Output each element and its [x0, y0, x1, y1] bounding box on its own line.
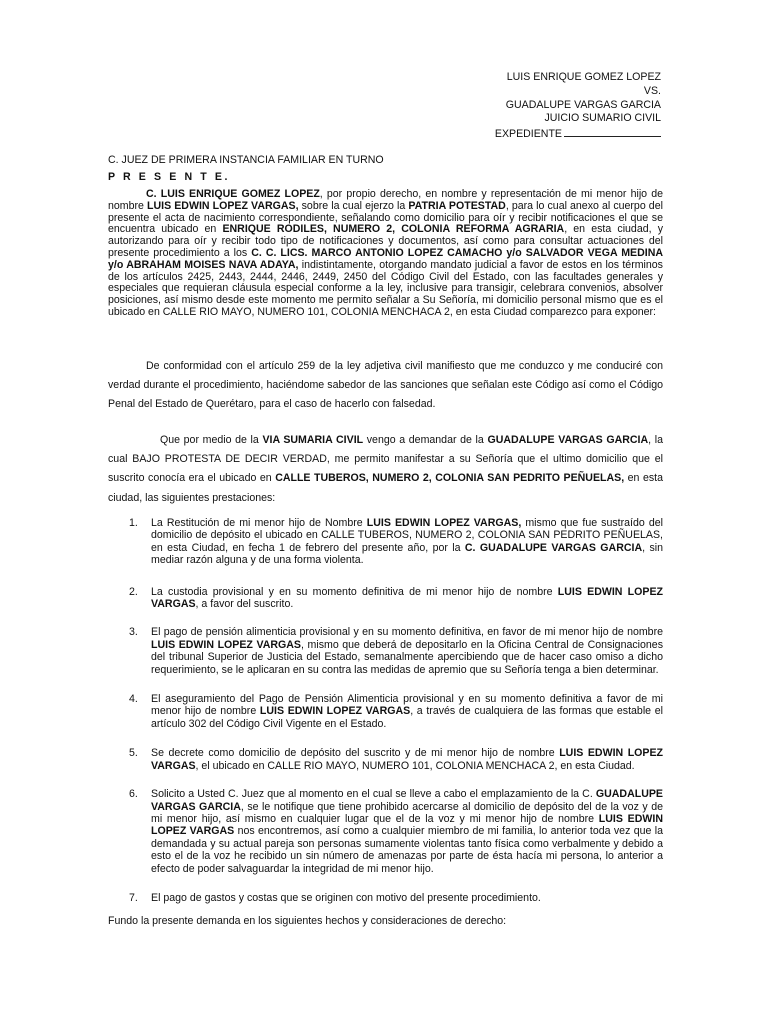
defendant-name: GUADALUPE VARGAS GARCIA	[505, 98, 661, 111]
presente-heading: P R E S E N T E.	[108, 171, 231, 183]
proceeding-type: JUICIO SUMARIO CIVIL	[544, 112, 661, 125]
list-item: 3. El pago de pensión alimenticia provisional y en su momento definitiva, en favor de mi menor hijo de nombre LUIS EDWIN LOPEZ VARGAS, mismo que deberá de depositarlo en la Oficina Central de Consignaciones del tribunal Superior de Justicia del Estado, semanalmente apercibiendo que de hacer caso omiso a dicho requerimiento, se le aplicaran en su contra las medidas de apremio que su Señoría tenga a bien determinar.	[129, 626, 663, 676]
case-caption	[361, 71, 661, 140]
prestaciones-list	[108, 517, 663, 904]
closing-sentence: Fundo la presente demanda en los siguientes hechos y consideraciones de derecho:	[108, 915, 507, 927]
expediente-line	[361, 126, 661, 140]
plaintiff-name: LUIS ENRIQUE GOMEZ LOPEZ	[506, 71, 661, 83]
expediente-blank	[564, 126, 661, 137]
versus-label: VS.	[643, 84, 661, 97]
list-item: 5. Se decrete como domicilio de depósito del suscrito y de mi menor hijo de nombre LUIS EDWIN LOPEZ VARGAS, el ubicado en CALLE RIO MAYO, NUMERO 101, COLONIA MENCHACA 2, en esta Ciudad.	[129, 747, 664, 772]
list-item: 2. La custodia provisional y en su momento definitiva de mi menor hijo de nombre LUIS EDWIN LOPEZ VARGAS, a favor del suscrito.	[129, 585, 663, 611]
paragraph-claim: Que por medio de la VIA SUMARIA CIVIL vengo a demandar de la GUADALUPE VARGAS GARCIA, la cual BAJO PROTESTA DE DECIR VERDAD, me permito manifestar a su Señoría que el ultimo domicilio que el suscrito conocía era el ubicado en CALLE TUBEROS, NUMERO 2, COLONIA SAN PEDRITO PEÑUELAS, en esta ciudad, las siguientes prestaciones:	[108, 434, 663, 504]
expediente-label: EXPEDIENTE	[494, 128, 562, 141]
list-item: 4. El aseguramiento del Pago de Pensión Alimenticia provisional y en su momento definitiva a favor de mi menor hijo de nombre LUIS EDWIN LOPEZ VARGAS, a través de cualquiera de las formas que estable el artículo 302 del Código Civil Vigente en el Estado.	[129, 693, 663, 730]
list-item: 6. Solicito a Usted C. Juez que al momento en el cual se lleve a cabo el emplazamiento de la C. GUADALUPE VARGAS GARCIA, se le notifique que tiene prohibido acercarse al domicilio de depósito del de la voz y de mi menor hijo, así mismo en cualquier lugar que el de la voz y mi menor hijo de nombre LUIS EDWIN LOPEZ VARGAS nos encontremos, así como a cualquier miembro de mi familia, lo anterior toda vez que la demandada y su actual pareja son personas sumamente violentas tanto física como verbalmente y debido a esto el de la voz he recibido un sin número de amenazas por parte de ésta hacía mi persona, lo anterior a efecto de poder salvaguardar la integridad de mi menor hijo.	[129, 788, 663, 875]
addressee: C. JUEZ DE PRIMERA INSTANCIA FAMILIAR EN TURNO	[108, 154, 384, 166]
paragraph-appearance: C. LUIS ENRIQUE GOMEZ LOPEZ, por propio derecho, en nombre y representación de mi menor hijo de nombre LUIS EDWIN LOPEZ VARGAS, sobre la cual ejerzo la PATRIA POTESTAD, para lo cual anexo al cuerpo del presente el acta de nacimiento correspondiente, señalando como domicilio para oír y recibir notificaciones el que se encuentra ubicado en ENRIQUE RODILES, NUMERO 2, COLONIA REFORMA AGRARIA, en esta ciudad, y autorizando para oír y recibir todo tipo de notificaciones y documentos, así como para consultar actuaciones del presente procedimiento a los C. C. LICS. MARCO ANTONIO LOPEZ CAMACHO y/o SALVADOR VEGA MEDINA y/o ABRAHAM MOISES NAVA ADAYA, indistintamente, otorgando mandato judicial a favor de estos en los términos de los artículos 2425, 2443, 2444, 2446, 2449, 2450 del Código Civil del Estado, con las facultades generales y especiales que requieran cláusula especial conforme a la ley, inclusive para transigir, celebrara convenios, absolver posiciones, así mismo desde este momento me permito señalar a Su Señoría, mi domicilio personal mismo que es el ubicado en CALLE RIO MAYO, NUMERO 101, COLONIA MENCHACA 2, en esta Ciudad comparezco para exponer:	[108, 188, 664, 318]
list-item: 7. El pago de gastos y costas que se originen con motivo del presente procedimiento.	[129, 891, 541, 904]
list-item: 1. La Restitución de mi menor hijo de Nombre LUIS EDWIN LOPEZ VARGAS, mismo que fue sustraído del domicilio de depósito el ubicado en CALLE TUBEROS, NUMERO 2, COLONIA SAN PEDRITO PEÑUELAS, en esta Ciudad, en fecha 1 de febrero del presente año, por la C. GUADALUPE VARGAS GARCIA, sin mediar razón alguna y de una forma violenta.	[129, 517, 663, 567]
paragraph-truth-statement: De conformidad con el artículo 259 de la ley adjetiva civil manifiesto que me conduzco y me conduciré con verdad durante el procedimiento, haciéndome sabedor de las sanciones que señalan este Código así como el Código Penal del Estado de Querétaro, para el caso de hacerlo con falsedad.	[108, 360, 663, 410]
